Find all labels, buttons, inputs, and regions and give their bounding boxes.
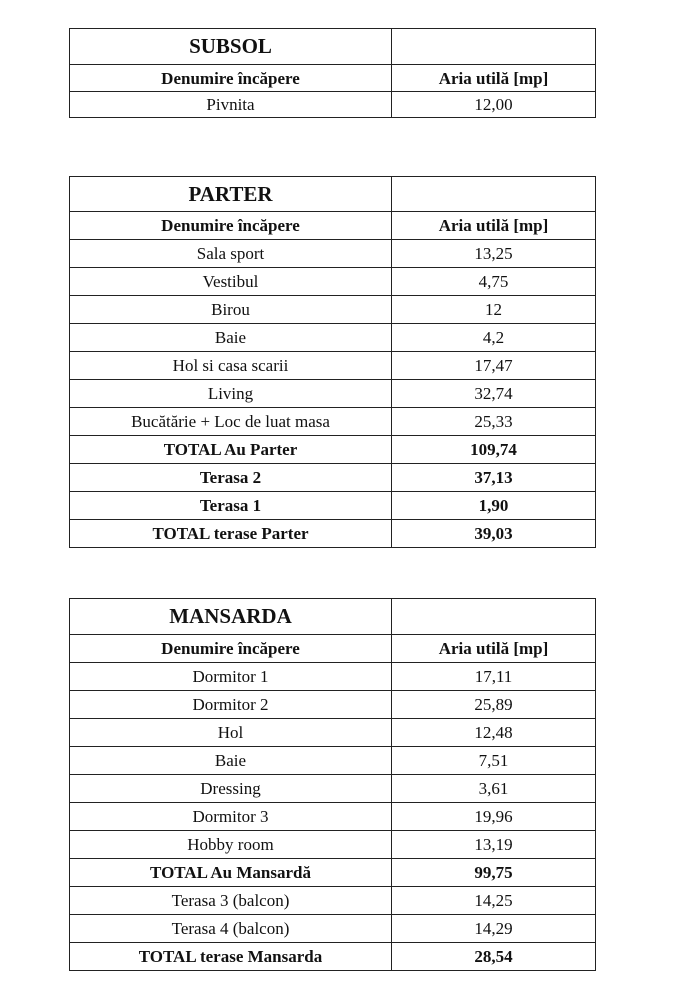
parter-table [69,176,596,548]
table-row [70,719,596,747]
room-area: 25,89 [392,691,596,719]
table-row [70,691,596,719]
table-row [70,296,596,324]
room-name: Hobby room [70,831,392,859]
room-name: TOTAL Au Mansardă [70,859,392,887]
room-area: 1,90 [392,492,596,520]
room-name: Baie [70,747,392,775]
table-row [70,352,596,380]
area-header: Aria utilă [mp] [392,635,596,663]
room-name: Dormitor 1 [70,663,392,691]
table-header-row [70,65,596,92]
room-name-header: Denumire încăpere [70,212,392,240]
subsol-table [69,28,596,118]
room-name: Hol [70,719,392,747]
room-name: Pivnita [70,92,392,118]
table-header-row [70,212,596,240]
table-row [70,831,596,859]
table-row [70,92,596,118]
table-row [70,464,596,492]
total-row [70,436,596,464]
room-area: 13,25 [392,240,596,268]
room-area: 28,54 [392,943,596,971]
room-name: TOTAL Au Parter [70,436,392,464]
parter-title: PARTER [70,177,392,212]
room-area: 99,75 [392,859,596,887]
room-name-header: Denumire încăpere [70,635,392,663]
room-name: Hol si casa scarii [70,352,392,380]
total-row [70,943,596,971]
room-name: Living [70,380,392,408]
room-area: 25,33 [392,408,596,436]
room-name: Dormitor 2 [70,691,392,719]
table-row [70,663,596,691]
table-header-row [70,635,596,663]
table-row [70,803,596,831]
room-area: 37,13 [392,464,596,492]
mansarda-title: MANSARDA [70,599,392,635]
room-area: 3,61 [392,775,596,803]
room-name-header: Denumire încăpere [70,65,392,92]
room-name: Baie [70,324,392,352]
area-header: Aria utilă [mp] [392,212,596,240]
room-area: 4,75 [392,268,596,296]
room-name: Sala sport [70,240,392,268]
table-row [70,240,596,268]
room-area: 7,51 [392,747,596,775]
table-row [70,408,596,436]
table-row [70,747,596,775]
total-row [70,859,596,887]
room-name: Vestibul [70,268,392,296]
room-name: Terasa 1 [70,492,392,520]
table-title-row [70,29,596,65]
table-row [70,915,596,943]
room-area: 17,11 [392,663,596,691]
subsol-title: SUBSOL [70,29,392,65]
room-name: Terasa 2 [70,464,392,492]
room-area: 17,47 [392,352,596,380]
empty-cell [392,177,596,212]
room-name: Birou [70,296,392,324]
table-title-row [70,599,596,635]
table-title-row [70,177,596,212]
room-area: 14,29 [392,915,596,943]
room-name: Terasa 4 (balcon) [70,915,392,943]
table-row [70,492,596,520]
room-area: 12,00 [392,92,596,118]
table-row [70,887,596,915]
area-header: Aria utilă [mp] [392,65,596,92]
room-area: 12,48 [392,719,596,747]
room-area: 12 [392,296,596,324]
table-row [70,324,596,352]
room-area: 13,19 [392,831,596,859]
room-name: Dormitor 3 [70,803,392,831]
table-row [70,380,596,408]
empty-cell [392,29,596,65]
room-area: 39,03 [392,520,596,548]
room-area: 109,74 [392,436,596,464]
table-row [70,268,596,296]
total-row [70,520,596,548]
room-name: TOTAL terase Mansarda [70,943,392,971]
room-name: Bucătărie + Loc de luat masa [70,408,392,436]
room-area: 14,25 [392,887,596,915]
room-area: 4,2 [392,324,596,352]
table-row [70,775,596,803]
empty-cell [392,599,596,635]
room-area: 32,74 [392,380,596,408]
room-name: Terasa 3 (balcon) [70,887,392,915]
room-name: TOTAL terase Parter [70,520,392,548]
mansarda-table [69,598,596,971]
room-name: Dressing [70,775,392,803]
room-area: 19,96 [392,803,596,831]
